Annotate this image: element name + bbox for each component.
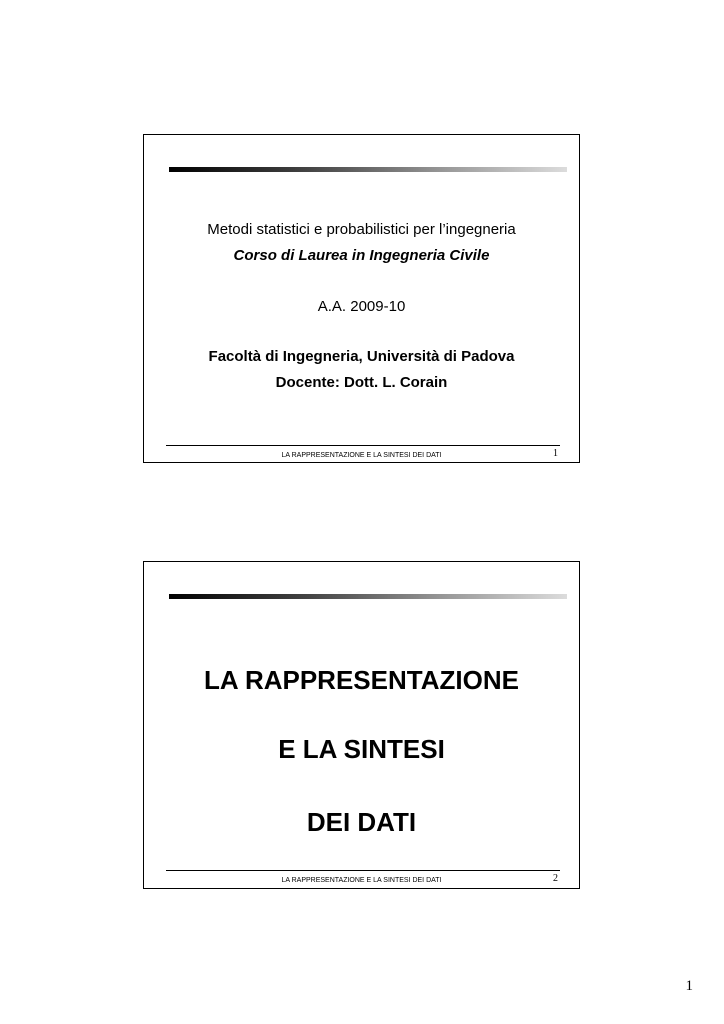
academic-year: A.A. 2009-10 — [317, 298, 406, 315]
slide-header-bar — [169, 594, 567, 599]
slide-1 — [143, 134, 580, 463]
degree-course: Corso di Laurea in Ingegneria Civile — [233, 247, 490, 264]
page-number: 1 — [685, 978, 693, 994]
slide-header-bar — [169, 167, 567, 172]
slide-2 — [143, 561, 580, 889]
course-subject: Metodi statistici e probabilistici per l’ingegneria — [207, 221, 516, 238]
slide-number: 1 — [553, 448, 558, 459]
slide-footer-text: LA RAPPRESENTAZIONE E LA SINTESI DEI DATI — [281, 452, 442, 459]
faculty: Facoltà di Ingegneria, Università di Padova — [208, 348, 515, 365]
slide-footer-rule — [166, 445, 560, 446]
slide-title-line-2: E LA SINTESI — [278, 734, 445, 764]
slide-title-line-3: DEI DATI — [306, 807, 417, 837]
slide-footer-rule — [166, 870, 560, 871]
slide-footer-text: LA RAPPRESENTAZIONE E LA SINTESI DEI DATI — [281, 877, 442, 884]
teacher: Docente: Dott. L. Corain — [275, 374, 448, 391]
slide-number: 2 — [553, 873, 558, 884]
slide-title-line-1: LA RAPPRESENTAZIONE — [204, 665, 519, 695]
